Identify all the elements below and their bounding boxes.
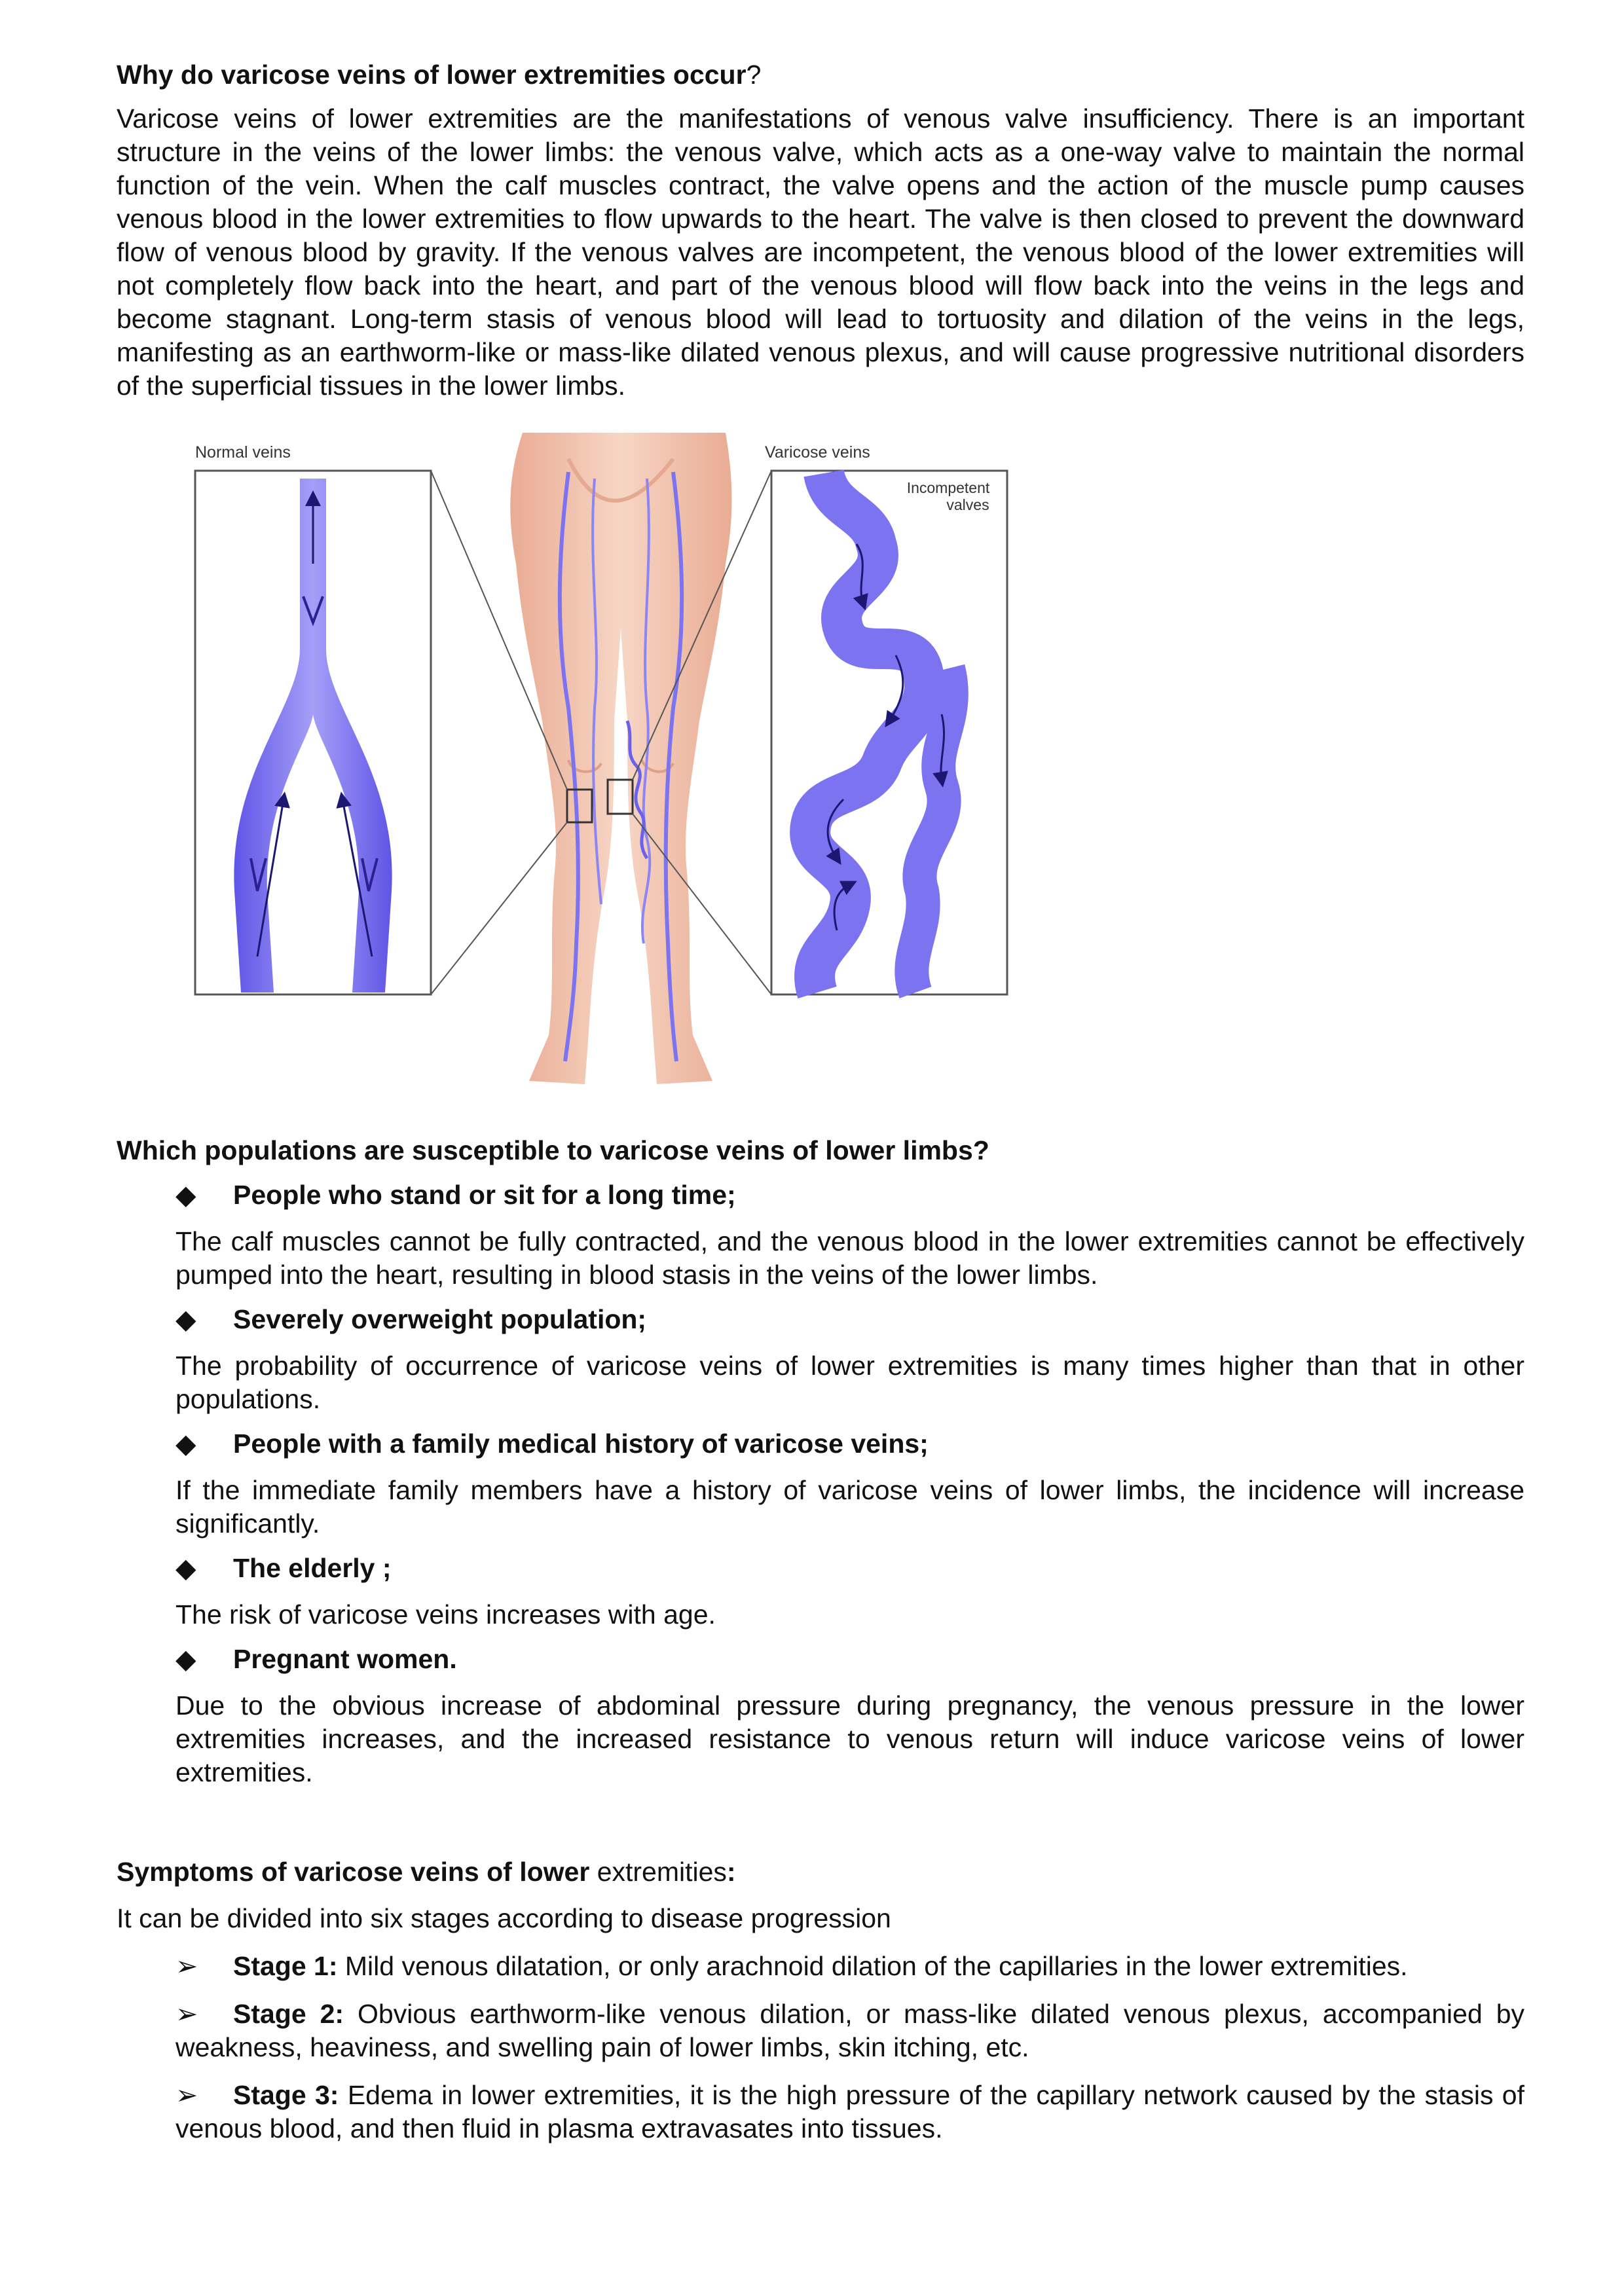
causes-paragraph: Varicose veins of lower extremities are the manifestations of venous valve insufficiency. There is an important structure in the veins of the lower limbs: the venous valve, which acts as a one-way valve to maintain the normal function of the vein. When the calf muscles contract, the valve opens and the action of the muscle pump causes venous blood in the lower extremities to flow upwards to the heart. The valve is then closed to prevent the downward flow of venous blood by gravity. If the venous valves are incompetent, the venous blood of the lower extremities will not completely flow back into the heart, and part of the venous blood will flow back into the veins in the legs and become stagnant. Long-term stasis of venous blood will lead to tortuosity and dilation of the veins in the legs, manifesting as an earthworm-like or mass-like dilated venous plexus, and will cause progressive nutritional disorders of the superficial tissues in the lower limbs. (117, 103, 1524, 401)
population-title: Pregnant women. (233, 1644, 457, 1674)
stage-item (175, 1997, 1524, 2064)
label-normal-veins: Normal veins (195, 443, 291, 462)
population-text: The probability of occurrence of varicose veins of lower extremities is many times higher than that in other populations. (175, 1351, 1524, 1414)
heading-bold-part: Symptoms of varicose veins of lower (117, 1857, 590, 1887)
population-item (175, 1642, 1524, 1676)
normal-veins-inset (195, 471, 431, 994)
heading-question-mark: ? (746, 60, 762, 90)
population-text: The risk of varicose veins increases with age. (175, 1599, 716, 1630)
legs-skin (510, 433, 731, 1084)
stage-item (175, 2079, 1524, 2145)
stage-text: Mild venous dilatation, or only arachnoid dilation of the capillaries in the lower extremities. (337, 1951, 1408, 1981)
diamond-bullet-icon: ◆ (175, 1304, 196, 1334)
population-item (175, 1427, 1524, 1461)
arrow-bullet-icon: ➢ (175, 1951, 198, 1981)
legs-figure (431, 433, 771, 1084)
heading-normal-part: extremities (589, 1857, 727, 1887)
varicose-veins-inset (771, 471, 1007, 994)
population-text: The calf muscles cannot be fully contracted, and the venous blood in the lower extremities cannot be effectively pumped into the heart, resulting in blood stasis in the veins of the lower limbs. (175, 1226, 1524, 1290)
symptoms-intro: It can be divided into six stages according to disease progression (117, 1903, 891, 1933)
diamond-bullet-icon: ◆ (175, 1429, 196, 1459)
label-varicose-veins: Varicose veins (765, 443, 870, 462)
section-heading-causes (117, 58, 1524, 92)
population-title: Severely overweight population; (233, 1304, 647, 1334)
population-item (175, 1551, 1524, 1585)
stage-text: Edema in lower extremities, it is the high pressure of the capillary network caused by the stasis of venous blood, and then fluid in plasma extravasates into tissues. (175, 2080, 1524, 2143)
diamond-bullet-icon: ◆ (175, 1553, 196, 1583)
stage-label: Stage 1: (233, 1951, 338, 1981)
stage-text: Obvious earthworm-like venous dilation, or mass-like dilated venous plexus, accompanied by weakness, heaviness, and swelling pain of lower limbs, skin itching, etc. (175, 1999, 1524, 2062)
stage-item (175, 1950, 1524, 1983)
diamond-bullet-icon: ◆ (175, 1644, 196, 1674)
diamond-bullet-icon: ◆ (175, 1180, 196, 1210)
heading-colon: : (726, 1857, 736, 1887)
arrow-bullet-icon: ➢ (175, 1999, 198, 2029)
illustration-svg (175, 433, 1027, 1101)
section-heading-symptoms (117, 1855, 1524, 1889)
population-item (175, 1302, 1524, 1336)
population-title: People who stand or sit for a long time; (233, 1180, 736, 1210)
population-text: If the immediate family members have a history of varicose veins of lower limbs, the incidence will increase significantly. (175, 1475, 1524, 1539)
varicose-veins-illustration (175, 433, 1027, 1101)
population-item (175, 1178, 1524, 1212)
label-valves: valves (946, 496, 989, 513)
document-content (117, 52, 1524, 2145)
stage-label: Stage 3: (233, 2080, 339, 2110)
population-title: The elderly ; (233, 1553, 392, 1583)
label-incompetent: Incompetent (906, 479, 990, 496)
heading-text: Why do varicose veins of lower extremities occur (117, 60, 747, 90)
population-title: People with a family medical history of varicose veins; (233, 1429, 929, 1459)
arrow-bullet-icon: ➢ (175, 2080, 198, 2110)
stage-label: Stage 2: (233, 1999, 344, 2029)
population-text: Due to the obvious increase of abdominal pressure during pregnancy, the venous pressure in the lower extremities increases, and the increased resistance to venous return will induce varicose veins of lower extremities. (175, 1690, 1524, 1787)
section-heading-populations: Which populations are susceptible to varicose veins of lower limbs? (117, 1135, 989, 1165)
